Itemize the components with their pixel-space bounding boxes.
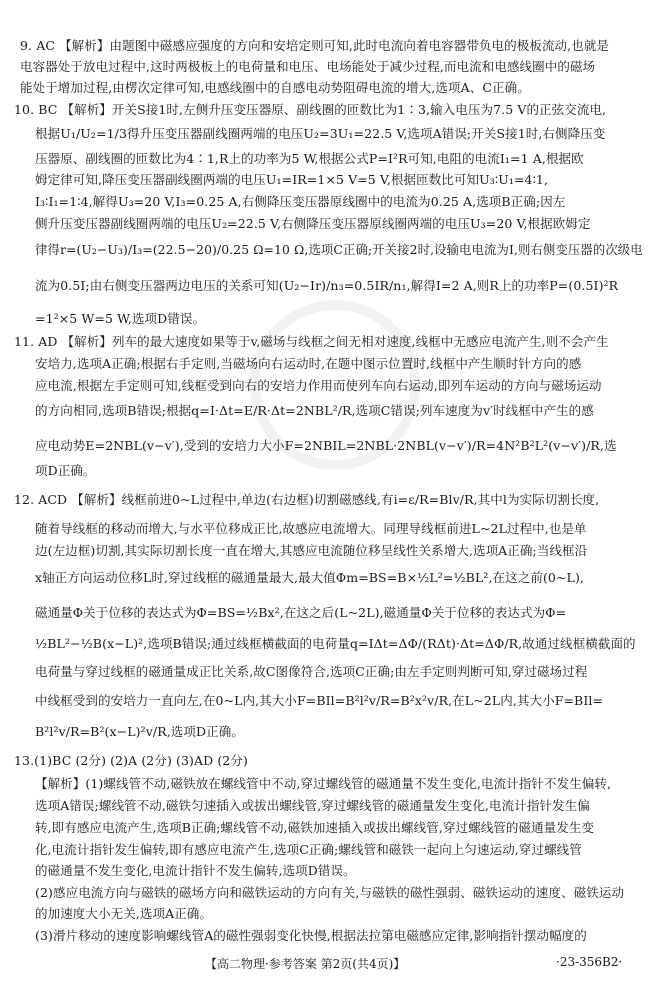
text-line: 应电流,根据左手定则可知,线框受到向右的安培力作用而使列车向右运动,即列车运动的方向与磁场运动 bbox=[35, 378, 602, 393]
text-line: =1²×5 W=5 W,选项D错误。 bbox=[35, 311, 206, 326]
text-line: 10. BC 【解析】开关S接1时,左侧升压变压器原、副线圈的匝数比为1∶3,输入电压为7.5 V的正弦交流电, bbox=[14, 102, 607, 117]
text-line: 化,电流计指针发生偏转,即有感应电流产生,选项C正确;螺线管和磁铁一起向上匀速运动,穿过螺线管 bbox=[35, 842, 582, 857]
text-line: 11. AD 【解析】列车的最大速度如果等于v,磁场与线框之间无相对速度,线框中无感应电流产生,则不会产生 bbox=[14, 334, 609, 349]
text-line: 转,即有感应电流产生,选项B正确;螺线管不动,磁铁加速插入或拔出螺线管,穿过螺线管的磁通量发生变 bbox=[35, 820, 595, 835]
text-line: 流为0.5I;由右侧变压器两边电压的关系可知(U₂−Ir)/n₃=0.5IR/n₁,解得I=2 A,则R上的功率P=(0.5I)²R bbox=[35, 278, 619, 293]
text-line: 能处于增加过程,由楞次定律可知,电感线圈中的自感电动势阻碍电流的增大,选项A、C正确。 bbox=[20, 80, 530, 95]
text-line: (2)感应电流方向与磁铁的磁场方向和磁铁运动的方向有关,与磁铁的磁性强弱、磁铁运动的速度、磁铁运动 bbox=[35, 885, 625, 900]
text-line: 根据U₁/U₂=1/3得升压变压器副线圈两端的电压U₂=3U₁=22.5 V,选项A错误;开关S接1时,右侧降压变 bbox=[35, 126, 606, 141]
text-line: 安培力,选项A正确;根据右手定则,当磁场向右运动时,在题中图示位置时,线框中产生顺时针方向的感 bbox=[35, 356, 582, 371]
text-line: 律得r=(U₂−U₃)/I₃=(22.5−20)/0.25 Ω=10 Ω,选项C正确;开关接2时,设输电电流为I,则右侧变压器的次级电 bbox=[35, 242, 643, 257]
text-line: 电容器处于放电过程中,这时两极板上的电荷量和电压、电场能处于减少过程,而电流和电感线圈中的磁场 bbox=[20, 59, 596, 74]
text-line: 的方向相同,选项B错误;根据q=I·Δt=E/R·Δt=2NBL²/R,选项C错误;列车速度为v′时线框中产生的感 bbox=[35, 403, 594, 418]
text-line: 13.(1)BC (2分) (2)A (2分) (3)AD (2分) bbox=[14, 753, 248, 768]
page-footer: 【高二物理·参考答案 第2页(共4页)】 bbox=[205, 957, 406, 971]
text-line: 12. ACD 【解析】线框前进0~L过程中,单边(右边框)切割磁感线,有i=ε/R=Blv/R,其中l为实际切割长度, bbox=[14, 492, 600, 507]
doc-code: ·23-356B2· bbox=[556, 955, 623, 969]
text-line: 【解析】(1)螺线管不动,磁铁放在螺线管中不动,穿过螺线管的磁通量不发生变化,电流计指针不发生偏转, bbox=[35, 776, 612, 791]
text-line: 磁通量Φ关于位移的表达式为Φ=BS=½Bx²,在这之后(L~2L),磁通量Φ关于位移的表达式为Φ= bbox=[35, 605, 567, 620]
text-line: 压器原、副线圈的匝数比为4∶1,R上的功率为5 W,根据公式P=I²R可知,电阻的电流I₁=1 A,根据欧 bbox=[35, 151, 584, 166]
text-line: I₃∶I₁=1∶4,解得U₃=20 V,I₃=0.25 A,右侧降压变压器原线圈中的电流为0.25 A,选项B正确;因左 bbox=[35, 194, 566, 209]
text-line: B²l²v/R=B²(x−L)²v/R,选项D正确。 bbox=[35, 724, 244, 739]
text-line: 中线框受到的安培力一直向左,在0~L内,其大小F=BIl=B²l²v/R=B²x²v/R,在L~2L内,其大小F=BIl= bbox=[35, 693, 604, 708]
text-line: 边(左边框)切割,其实际切割长度一直在增大,其感应电流随位移呈线性关系增大,选项A正确;当线框沿 bbox=[35, 543, 588, 558]
text-line: 姆定律可知,降压变压器副线圈两端的电压U₁=IR=1×5 V=5 V,根据匝数比可知U₃∶U₁=4∶1, bbox=[35, 172, 549, 187]
text-line: 项D正确。 bbox=[35, 463, 96, 478]
text-line: 的加速度大小无关,选项A正确。 bbox=[35, 906, 213, 921]
text-line: 应电动势E=2NBL(v−v′),受到的安培力大小F=2NBIL=2NBL·2NBL(v−v′)/R=4N²B²L²(v−v′)/R,选 bbox=[35, 438, 617, 453]
text-line: x轴正方向运动位移L时,穿过线框的磁通量最大,最大值Φm=BS=B×½L²=½BL²,在这之前(0~L), bbox=[35, 570, 584, 585]
text-line: 的磁通量不发生变化,电流计指针不发生偏转,选项D错误。 bbox=[35, 863, 356, 878]
text-line: 9. AC 【解析】由题图中磁感应强度的方向和安培定则可知,此时电流向着电容器带负电的极板流动,也就是 bbox=[20, 38, 610, 53]
text-line: 电荷量与穿过线框的磁通量成正比关系,故C图像符合,选项C正确;由左手定则判断可知,穿过磁场过程 bbox=[35, 664, 588, 679]
text-line: 随着导线框的移动而增大,与水平位移成正比,故感应电流增大。同理导线框前进L~2L过程中,也是单 bbox=[35, 521, 587, 536]
text-line: (3)滑片移动的速度影响螺线管A的磁性强弱变化快慢,根据法拉第电磁感应定律,影响指针摆动幅度的 bbox=[35, 928, 587, 943]
text-line: 选项A错误;螺线管不动,磁铁匀速插入或拔出螺线管,穿过螺线管的磁通量发生变化,电流计指针发生偏 bbox=[35, 798, 590, 813]
text-line: 侧升压变压器副线圈两端的电压U₂=22.5 V,右侧降压变压器原线圈两端的电压U₃=20 V,根据欧姆定 bbox=[35, 216, 591, 231]
text-line: ½BL²−½B(x−L)²,选项B错误;通过线框横截面的电荷量q=IΔt=ΔΦ/(RΔt)·Δt=ΔΦ/R,故通过线框横截面的 bbox=[35, 636, 636, 651]
